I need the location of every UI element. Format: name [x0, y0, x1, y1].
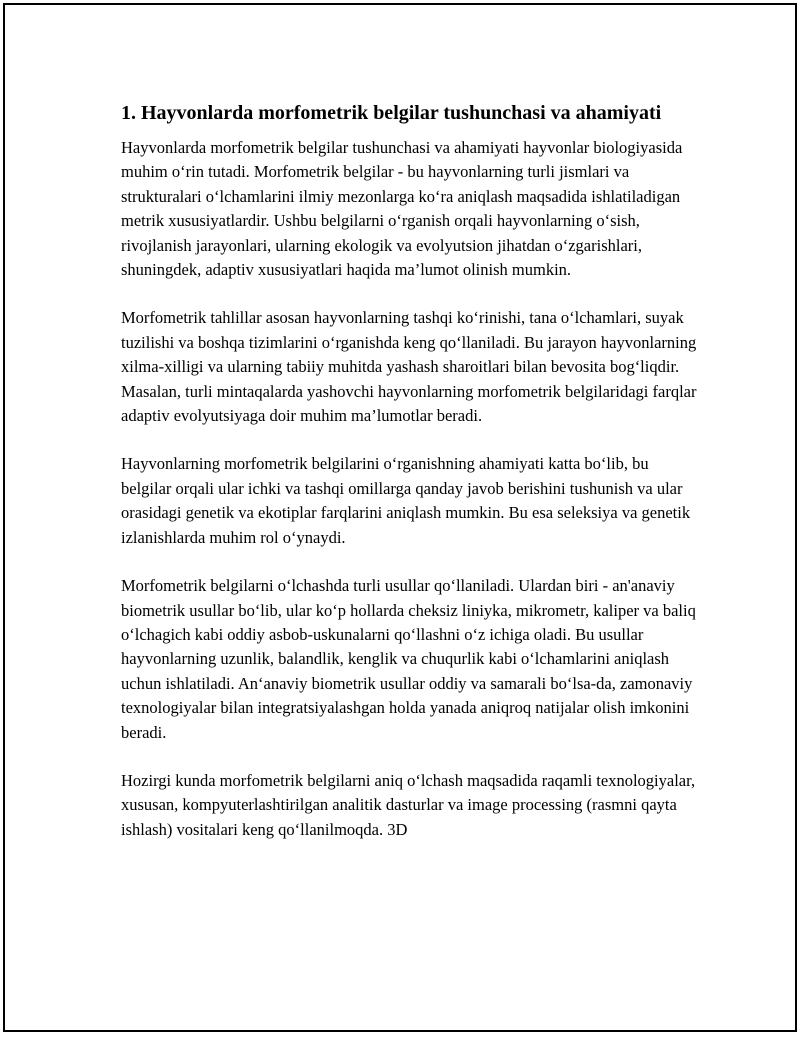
paragraph: Hayvonlarning morfometrik belgilarini o‘rganishning ahamiyati katta bo‘lib, bu belgilar orqali ular ichki va tashqi omillarga qanday javob berishini tushunish va ular orasidagi genetik va ekotiplar farqlarini aniqlash mumkin. Bu esa seleksiya va genetik izlanishlarda muhim rol o‘ynaydi. [121, 454, 691, 547]
document-body [121, 100, 701, 866]
paragraph: Morfometrik tahlillar asosan hayvonlarning tashqi ko‘rinishi, tana o‘lchamlari, suyak tuzilishi va boshqa tizimlarini o‘rganishda keng qo‘llaniladi. Bu jarayon hayvonlarning xilma-xilligi va ularning tabiiy muhitda yashash sharoitlari bilan bevosita bog‘liqdir. Masalan, turli mintaqalarda yashovchi hayvonlarning morfometrik belgilaridagi farqlar adaptiv evolyutsiyaga doir muhim ma’lumotlar beradi. [121, 308, 697, 426]
section-heading: 1. Hayvonlarda morfometrik belgilar tushunchasi va ahamiyati [121, 102, 662, 124]
paragraph: Hozirgi kunda morfometrik belgilarni aniq o‘lchash maqsadida raqamli texnologiyalar, xususan, kompyuterlashtirilgan analitik dasturlar va image processing (rasmni qayta ishlash) vositalari keng qo‘llanilmoqda. 3D [121, 770, 696, 839]
document-page [3, 3, 797, 1032]
paragraph: Hayvonlarda morfometrik belgilar tushunchasi va ahamiyati hayvonlar biologiyasida muhim o‘rin tutadi. Morfometrik belgilar - bu hayvonlarning turli jismlari va strukturalari o‘lchamlarini ilmiy mezonlarga ko‘ra aniqlash maqsadida ishlatiladigan metrik xususiyatlardir. Ushbu belgilarni o‘rganish orqali hayvonlarning o‘sish, rivojlanish jarayonlari, ularning ekologik va evolyutsion jihatdan o‘zgarishlari, shuningdek, adaptiv xususiyatlari haqida ma’lumot olinish mumkin. [121, 138, 683, 280]
paragraph: Morfometrik belgilarni o‘lchashda turli usullar qo‘llaniladi. Ulardan biri - an'anaviy biometrik usullar bo‘lib, ular ko‘p hollarda cheksiz liniyka, mikrometr, kaliper va baliq o‘lchagich kabi oddiy asbob-uskunalarni qo‘llashni o‘z ichiga oladi. Bu usullar hayvonlarning uzunlik, balandlik, kenglik va chuqurlik kabi o‘lchamlarini aniqlash uchun ishlatiladi. An‘anaviy biometrik usullar oddiy va samarali bo‘lsa-da, zamonaviy texnologiyalar bilan integratsiyalashgan holda yanada aniqroq natijalar olish imkonini beradi. [121, 576, 696, 742]
